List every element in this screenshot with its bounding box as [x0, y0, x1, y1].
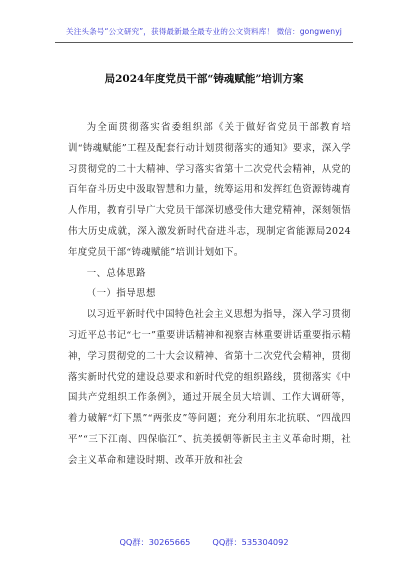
document-title: 局2024年度党员干部“铸魂赋能”培训方案 [104, 73, 304, 85]
intro-paragraph: 为全面贯彻落实省委组织部《关于做好省党员干部教育培训“铸魂赋能”工程及配套行动计划贯彻落实的通知》要求，深入学习贯彻党的二十大精神、学习落实省第十二次党代会精神，从党的百年奋斗历史中汲取智慧和力量，统筹运用和发挥红色资源铸魂育人作用，教育引导广大党员干部深切感受伟大建党精神，深刻领悟伟大历史成就，深入激发新时代奋进斗志，现制定省能源局2024年度党员干部“铸魂赋能”培训计划如下。 [68, 122, 351, 258]
header-banner: 关注头条号“公文研究”，获得最新最全最专业的公文资料库！ 微信：gongwenyj [66, 27, 342, 36]
document-body [68, 118, 351, 472]
footer-qq-group-2: QQ群：535304092 [212, 537, 289, 547]
subsection-heading-guiding-ideology: （一）指导思想 [86, 288, 156, 300]
header-divider [55, 42, 353, 43]
footer-qq-group-1: QQ群：30265665 [119, 537, 191, 547]
section-heading-overall-approach: 一、总体思路 [86, 267, 147, 279]
footer-contact [0, 537, 408, 548]
guiding-ideology-paragraph: 以习近平新时代中国特色社会主义思想为指导，深入学习贯彻习近平总书记“七一”重要讲话精神和视察吉林重要讲话重要指示精神，学习贯彻党的二十大会议精神、省第十二次党代会精神，贯彻落实新时代党的建设总要求和新时代党的组织路线，贯彻落实《中国共产党组织工作条例》，通过开展全员大培训、工作大调研等，着力破解“灯下黑”“两张皮”等问题；充分利用东北抗联、“四战四平”“三下江南、四保临江”、抗美援朝等新民主主义革命时期，社会主义革命和建设时期、改革开放和社会 [68, 309, 351, 466]
